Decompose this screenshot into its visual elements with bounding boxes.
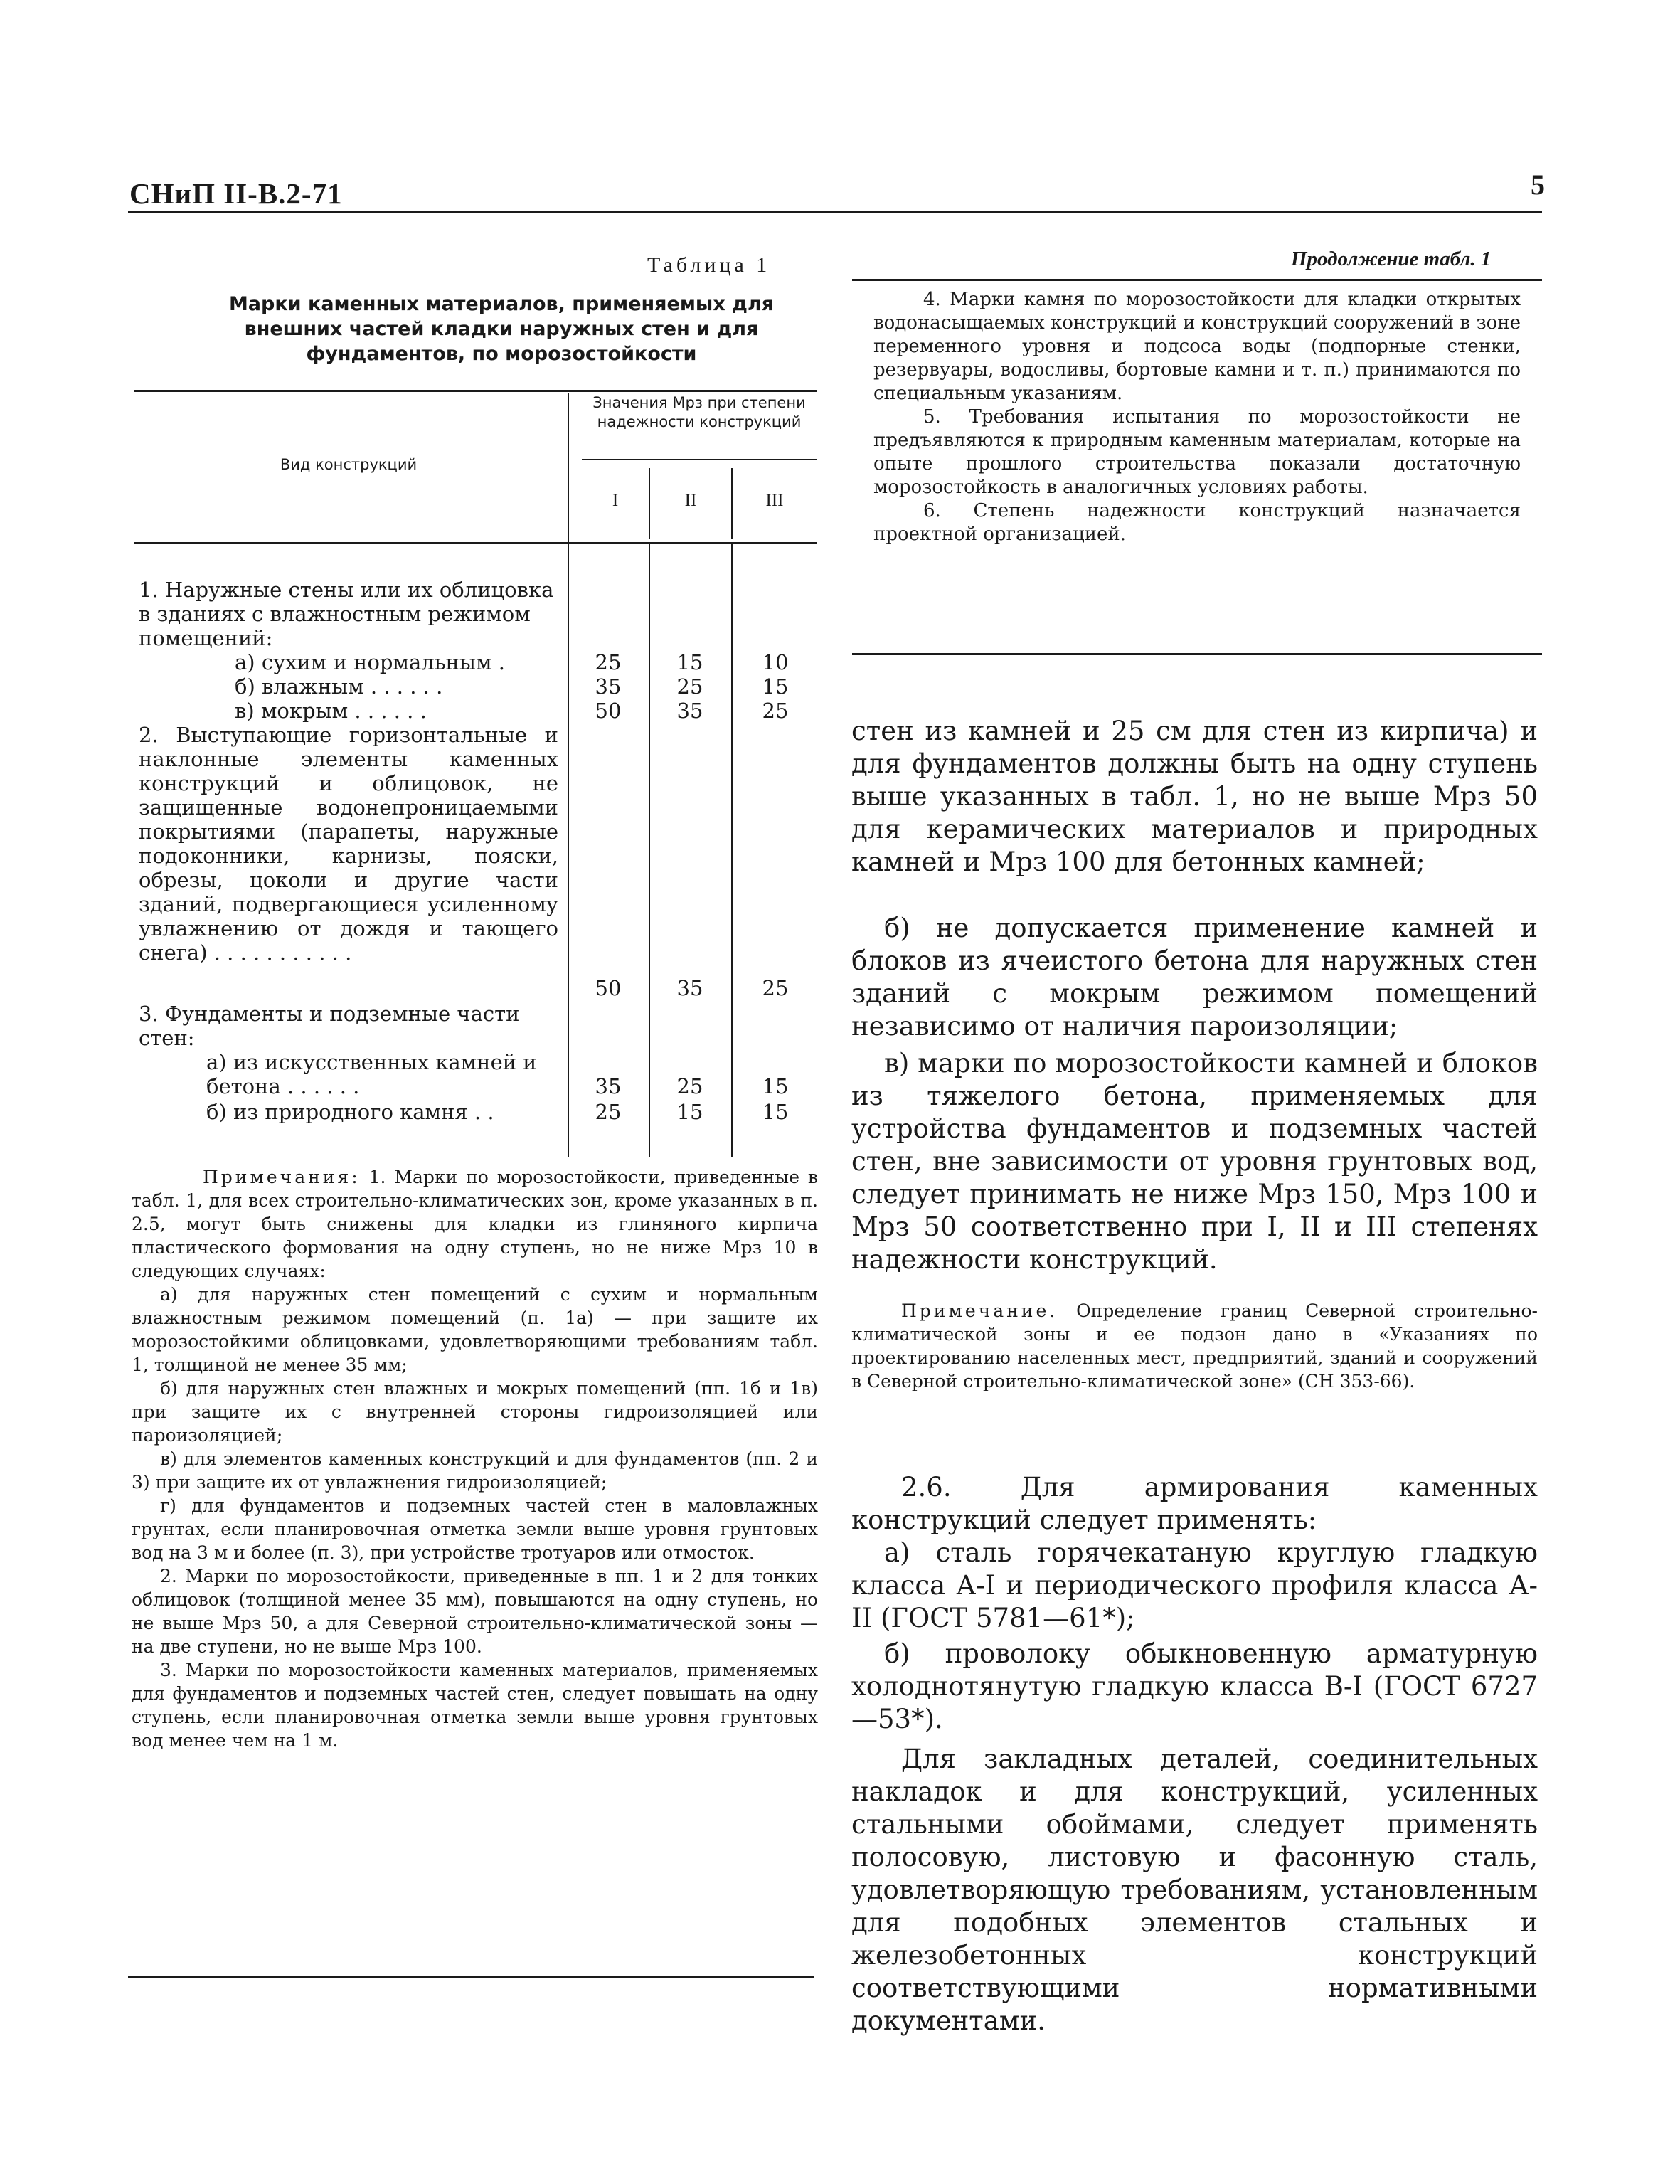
continuation-bottom-rule: [852, 653, 1542, 655]
table-label: Таблица 1: [647, 253, 771, 277]
header-rule: [128, 211, 1542, 213]
section-2-6: 2.6. Для армирования каменных конструкций следует применять:: [851, 1472, 1538, 1535]
continuation-top-rule: [852, 279, 1542, 281]
table-cell: 25: [595, 650, 622, 674]
continuation-notes: [873, 288, 1521, 546]
table-cell: 15: [762, 1074, 789, 1098]
body-note-lead: Примечание.: [901, 1300, 1058, 1321]
table-row-label: а) сухим и нормальным .: [235, 650, 505, 674]
body-paragraph: стен из камней и 25 см для стен из кирпича) и для фундаментов должны быть на одну ступень выше указанных в табл. 1, но не выше Мрз 50 для керамических материалов и природных камней и Мрз 100 для бетонных камней;: [851, 716, 1538, 877]
table-cell: 25: [762, 699, 789, 723]
table-row-label: 1. Наружные стены или их облицовка в зданиях с влажностным режимом помещений:: [139, 578, 554, 650]
degree-header: I: [612, 491, 619, 510]
table-col-divider: [568, 393, 569, 542]
table-cell: 35: [595, 1074, 622, 1098]
table-cell: 35: [676, 699, 703, 723]
table-row-label: 3. Фундаменты и подземные части стен:: [139, 1002, 520, 1050]
table-cell: 50: [595, 699, 622, 723]
table-col-divider: [731, 544, 733, 1157]
note-1b: б) для наружных стен влажных и мокрых помещений (пп. 1б и 1в) при защите их с внутренней стороны гидроизоляцией или пароизоляцией;: [132, 1378, 818, 1446]
table-header-values: Значения Мрз при степени надежности конструкций: [592, 394, 806, 430]
table-cell: 25: [676, 674, 703, 699]
body-paragraph: Для закладных деталей, соединительных накладок и для конструкций, усиленных стальными обоймами, следует применять полосовую, листовую и фасонную сталь, удовлетворяющую требованиям, установленным для подобных элементов стальных и железобетонных конструкций соответствующими нормативными документами.: [851, 1744, 1538, 2036]
body-paragraph: в) марки по морозостойкости камней и блоков из тяжелого бетона, применяемых для устройства фундаментов и подземных частей стен, вне зависимости от уровня грунтовых вод, следует принимать не ниже Мрз 150, Мрз 100 и Мрз 50 соответственно при I, II и III степенях надежности конструкций.: [851, 1048, 1538, 1275]
note-6: 6. Степень надежности конструкций назначается проектной организацией.: [873, 500, 1521, 545]
table-cell: 15: [762, 1100, 789, 1124]
degree-header: III: [765, 491, 784, 510]
table-cell: 15: [676, 650, 703, 674]
body-paragraph: б) не допускается применение камней и блоков из ячеистого бетона для наружных стен зданий с мокрым режимом помещений независимо от наличия пароизоляции;: [851, 913, 1538, 1041]
note-5: 5. Требования испытания по морозостойкости не предъявляются к природным каменным материалам, которые на опыте прошлого строительства показали достаточную морозостойкость в аналогичных условиях работы.: [873, 406, 1521, 498]
notes-lead: Примечания:: [203, 1167, 361, 1187]
table-row-label: б) из природного камня . .: [206, 1100, 494, 1124]
table-subheader-rule: [582, 459, 817, 460]
degree-header: II: [684, 491, 697, 510]
table-cell: 35: [676, 976, 703, 1000]
note-4: 4. Марки камня по морозостойкости для кладки открытых водонасыщаемых конструкций и конструкций сооружений в зоне переменного уровня и подсоса воды (подпорные стенки, резервуары, водосливы, бортовые камни и т. п.) принимаются по специальным указаниям.: [873, 289, 1521, 404]
table-cell: 50: [595, 976, 622, 1000]
note-1d: г) для фундаментов и подземных частей стен в маловлажных грунтах, если планировочная отметка земли выше уровня грунтовых вод на 3 м и более (п. 3), при устройстве тротуаров или отмосток.: [132, 1495, 818, 1563]
table-cell: 35: [595, 674, 622, 699]
table-row-label: а) из искусственных камней и бетона . . . . . .: [206, 1050, 537, 1098]
table-top-rule: [134, 390, 817, 392]
table-cell: 25: [762, 976, 789, 1000]
body-note: Примечание. Определение границ Северной строительно-климатической зоны и ее подзон дано в «Указаниях по проектированию населенных мест, предприятий, зданий и сооружений в Северной строительно-климатической зоне» (СН 353-66).: [851, 1300, 1538, 1391]
document-title: СНиП II-В.2-71: [129, 177, 343, 210]
page-number: 5: [1531, 169, 1545, 201]
table-row-label: б) влажным . . . . . .: [235, 674, 443, 699]
table-bottom-rule: [128, 1976, 814, 1978]
note-1a: а) для наружных стен помещений с сухим и нормальным влажностным режимом помещений (п. 1а) — при защите их морозостойкими облицовками, удовлетворяющими требованиям табл. 1, толщиной не менее 35 мм;: [132, 1284, 818, 1375]
table-notes: [132, 1165, 818, 1752]
table-row-label: в) мокрым . . . . . .: [235, 699, 427, 723]
continuation-label: Продолжение табл. 1: [1291, 248, 1492, 270]
note-3: 3. Марки по морозостойкости каменных материалов, применяемых для фундаментов и подземных частей стен, следует повышать на одну ступень, если планировочная отметка земли выше уровня грунтовых вод менее чем на 1 м.: [132, 1660, 818, 1751]
table-header-type: Вид конструкций: [280, 456, 418, 473]
table-col-divider: [649, 544, 650, 1157]
section-2-6-a: а) сталь горячекатаную круглую гладкую класса А-I и периодического профиля класса А-II (ГОСТ 5781—61*);: [851, 1537, 1538, 1633]
note-1c: в) для элементов каменных конструкций и для фундаментов (пп. 2 и 3) при защите их от увлажнения гидроизоляцией;: [132, 1448, 818, 1493]
section-2-6-b: б) проволоку обыкновенную арматурную холоднотянутую гладкую класса В-I (ГОСТ 6727—53*).: [851, 1638, 1538, 1734]
table-col-divider: [568, 544, 569, 1157]
table-row-label: 2. Выступающие горизонтальные и наклонные элементы каменных конструкций и облицовок, не защищенные водонепроницаемыми покрытиями (парапеты, наружные подоконники, карнизы, пояски, обрезы, цоколи и другие части зданий, подвергающиеся усиленному увлажнению от дождя и тающего снега) . . . . . . . . . . .: [139, 723, 558, 965]
note-2: 2. Марки по морозостойкости, приведенные в пп. 1 и 2 для тонких облицовок (толщиной менее 35 мм), повышаются на одну ступень, но не выше Мрз 50, а для Северной строительно-климатической зоны — на две ступени, но не выше Мрз 100.: [132, 1566, 818, 1657]
table-cell: 25: [676, 1074, 703, 1098]
table-cell: 15: [762, 674, 789, 699]
note-1: Примечания: 1. Марки по морозостойкости, приведенные в табл. 1, для всех строительно-климатических зон, кроме указанных в п. 2.5, могут быть снижены для кладки из глиняного кирпича пластического формования на одну ступень, но не ниже Мрз 10 в следующих случаях:: [132, 1167, 818, 1281]
table-cell: 10: [762, 650, 789, 674]
table-cell: 15: [676, 1100, 703, 1124]
table-caption: Марки каменных материалов, применяемых для внешних частей кладки наружных стен и для фундаментов, по морозостойкости: [228, 293, 775, 365]
table-header-rule: [134, 542, 817, 544]
table-cell: 25: [595, 1100, 622, 1124]
